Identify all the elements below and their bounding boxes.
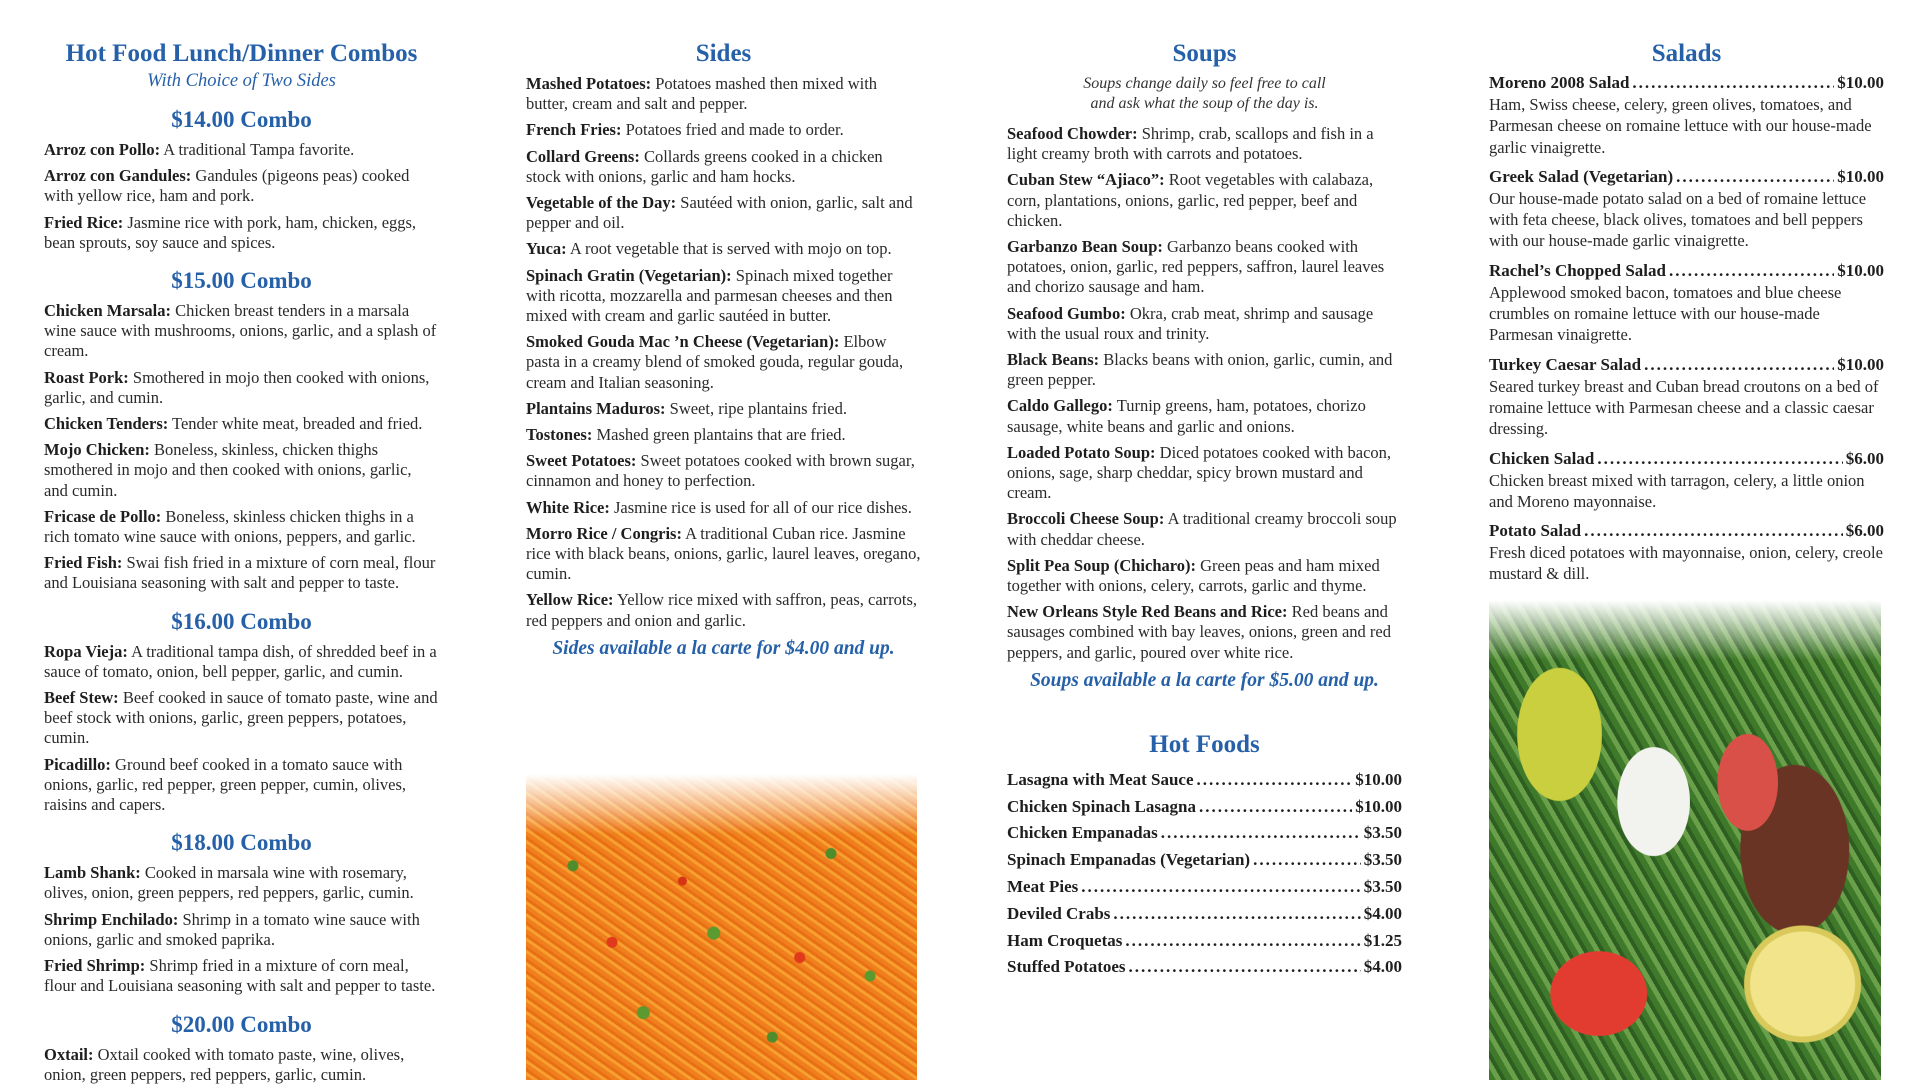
- combo-heading: $18.00 Combo: [171, 830, 312, 856]
- menu-item: [526, 425, 921, 445]
- menu-item: [1007, 237, 1402, 298]
- sides-column: [526, 38, 921, 661]
- menu-item-name: New Orleans Style Red Beans and Rice:: [1007, 602, 1288, 622]
- salad-desc: Chicken breast mixed with tarragon, celery, a little onion and Moreno mayonnaise.: [1489, 470, 1865, 511]
- price-row-name: Chicken Spinach Lasagna: [1007, 796, 1196, 816]
- menu-item-desc: Garbanzo beans cooked with potatoes, onion, garlic, red peppers, saffron, laurel leaves and chorizo sausage and ham.: [1007, 237, 1385, 297]
- menu-item-name: French Fries:: [526, 120, 622, 140]
- salad-desc: Seared turkey breast and Cuban bread croutons on a bed of romaine lettuce with Parmesan cheese and a classic caesar dressing.: [1489, 376, 1879, 439]
- menu-item: [1007, 602, 1402, 663]
- menu-item-name: Plantains Maduros:: [526, 398, 666, 418]
- price-row: [1489, 260, 1884, 282]
- price-row-price: $10.00: [1837, 73, 1884, 92]
- menu-item-desc: Swai fish fried in a mixture of corn meal, flour and Louisiana seasoning with salt and pepper to taste.: [44, 553, 436, 593]
- price-row: [1489, 166, 1884, 188]
- menu-item-desc: Sweet potatoes cooked with brown sugar, cinnamon and honey to perfection.: [526, 451, 915, 491]
- menu-item-desc: Tender white meat, breaded and fried.: [168, 414, 423, 434]
- price-row-name: Moreno 2008 Salad: [1489, 73, 1630, 92]
- menu-item-name: Roast Pork:: [44, 367, 129, 387]
- price-row-price: $1.25: [1363, 930, 1402, 950]
- hot-foods-title: Hot Foods: [1149, 730, 1260, 758]
- price-row-price: $3.50: [1363, 823, 1402, 843]
- menu-item: [1007, 396, 1402, 436]
- menu-item-name: Caldo Gallego:: [1007, 396, 1113, 416]
- dot-leader: [1676, 166, 1834, 188]
- price-row: [1489, 354, 1884, 376]
- menu-item: [526, 590, 921, 630]
- menu-item-name: Smoked Gouda Mac ’n Cheese (Vegetarian):: [526, 332, 840, 352]
- menu-item: [1007, 304, 1402, 344]
- price-row-name: Chicken Salad: [1489, 448, 1595, 468]
- price-row-price: $3.50: [1363, 877, 1402, 897]
- menu-item-desc: Shrimp in a tomato wine sauce with onions, garlic and smoked paprika.: [44, 909, 420, 949]
- menu-item-name: Mojo Chicken:: [44, 440, 150, 460]
- salads-title: Salads: [1651, 40, 1722, 67]
- menu-item: [44, 553, 439, 593]
- combo-heading: $14.00 Combo: [171, 107, 312, 132]
- dot-leader: [1597, 448, 1842, 470]
- menu-item-name: Morro Rice / Congris:: [526, 523, 682, 543]
- menu-item: [526, 451, 921, 491]
- menu-item-name: Sweet Potatoes:: [526, 451, 637, 471]
- price-row-name: Meat Pies: [1007, 877, 1079, 897]
- price-row: [1007, 767, 1402, 794]
- soups-title: Soups: [1172, 40, 1237, 67]
- menu-item-name: Chicken Marsala:: [44, 301, 171, 321]
- price-row: [1007, 901, 1402, 928]
- price-row-name: Rachel’s Chopped Salad: [1489, 260, 1666, 280]
- menu-item-name: Black Beans:: [1007, 350, 1100, 370]
- menu-item: [44, 956, 439, 996]
- menu-item: [44, 1045, 439, 1085]
- soups-column: [1007, 38, 1402, 981]
- menu-item: [526, 147, 921, 187]
- salad-item: [1489, 354, 1884, 440]
- menu-item-desc: Shrimp fried in a mixture of corn meal, flour and Louisiana seasoning with salt and pepper to taste.: [44, 956, 436, 996]
- dot-leader: [1632, 72, 1834, 94]
- menu-item-desc: Jasmine rice is used for all of our rice dishes.: [609, 497, 912, 517]
- menu-item-name: Lamb Shank:: [44, 863, 141, 883]
- menu-item: [44, 863, 439, 903]
- dot-leader: [1644, 354, 1834, 376]
- menu-item: [44, 301, 439, 362]
- price-row-price: $6.00: [1845, 448, 1884, 468]
- menu-item: [1007, 443, 1402, 504]
- menu-item-name: Fried Rice:: [44, 212, 124, 232]
- menu-item: [44, 507, 439, 547]
- dot-leader: [1113, 901, 1360, 928]
- menu-item-name: Broccoli Cheese Soup:: [1007, 509, 1165, 529]
- menu-item-name: Arroz con Pollo:: [44, 140, 161, 159]
- menu-item-desc: Chicken breast tenders in a marsala wine sauce with mushrooms, onions, garlic, and a splash of cream.: [44, 301, 437, 361]
- menu-item: [526, 239, 921, 259]
- salad-desc: Applewood smoked bacon, tomatoes and blue cheese crumbles on romaine lettuce with our house-made Parmesan vinaigrette.: [1489, 282, 1842, 345]
- price-row: [1007, 954, 1402, 981]
- dot-leader: [1253, 847, 1361, 874]
- menu-item-desc: Ground beef cooked in a tomato sauce with onions, garlic, red pepper, green pepper, cumin, olives, raisins and capers.: [44, 754, 407, 815]
- menu-item-desc: Blacks beans with onion, garlic, cumin, and green pepper.: [1007, 350, 1393, 390]
- price-row: [1007, 874, 1402, 901]
- soups-note: Soups change daily so feel free to call and ask what the soup of the day is.: [1083, 75, 1326, 112]
- price-row-name: Turkey Caesar Salad: [1489, 354, 1642, 374]
- combo-heading: $15.00 Combo: [171, 268, 312, 294]
- menu-item-name: Tostones:: [526, 425, 593, 445]
- menu-item: [44, 642, 439, 682]
- price-row-name: Ham Croquetas: [1007, 930, 1123, 950]
- menu-item-desc: Spinach mixed together with ricotta, mozzarella and parmesan cheeses and then mixed with cream and garlic sautéed in butter.: [526, 265, 893, 326]
- price-row-price: $10.00: [1837, 260, 1884, 280]
- chopped-salad-photo: [1489, 600, 1881, 1080]
- price-row: [1007, 928, 1402, 955]
- price-row-name: Lasagna with Meat Sauce: [1007, 769, 1194, 789]
- dot-leader: [1161, 820, 1361, 847]
- menu-item-name: Mashed Potatoes:: [526, 74, 652, 93]
- price-row-name: Spinach Empanadas (Vegetarian): [1007, 850, 1251, 870]
- price-row-name: Greek Salad (Vegetarian): [1489, 166, 1674, 186]
- salads-column: [1489, 38, 1884, 593]
- menu-item-name: Seafood Chowder:: [1007, 124, 1138, 143]
- salad-item: [1489, 260, 1884, 346]
- price-row: [1007, 847, 1402, 874]
- menu-item-desc: Mashed green plantains that are fried.: [592, 425, 846, 445]
- menu-item-desc: Smothered in mojo then cooked with onions, garlic, and cumin.: [44, 367, 430, 407]
- price-row: [1007, 794, 1402, 821]
- menu-item: [526, 120, 921, 140]
- combo-heading: $16.00 Combo: [171, 608, 312, 634]
- menu-item-desc: Boneless, skinless chicken thighs in a rich tomato wine sauce with onions, peppers, and garlic.: [44, 506, 416, 547]
- salad-desc: Fresh diced potatoes with mayonnaise, onion, celery, creole mustard & dill.: [1489, 543, 1883, 584]
- menu-item-name: Fried Shrimp:: [44, 956, 146, 976]
- menu-item-name: Shrimp Enchilado:: [44, 909, 179, 929]
- price-row-price: $6.00: [1845, 521, 1884, 541]
- dot-leader: [1584, 520, 1843, 542]
- menu-item-desc: Root vegetables with calabaza, corn, plantations, onions, garlic, red pepper, beef and chicken.: [1007, 170, 1374, 230]
- menu-item-name: Ropa Vieja:: [44, 641, 128, 661]
- menu-item: [1007, 509, 1402, 549]
- menu-item: [526, 74, 921, 114]
- menu-item-name: Chicken Tenders:: [44, 414, 169, 434]
- salad-item: [1489, 520, 1884, 585]
- menu-item: [1007, 556, 1402, 596]
- salad-desc: Our house-made potato salad on a bed of romaine lettuce with feta cheese, black olives, tomatoes and bell peppers with our house-made garlic vinaigrette.: [1489, 188, 1867, 251]
- price-row-price: $10.00: [1837, 354, 1884, 374]
- menu-item-name: Fricase de Pollo:: [44, 506, 162, 526]
- salad-item: [1489, 166, 1884, 252]
- price-row-price: $3.50: [1363, 850, 1402, 870]
- menu-item: [1007, 350, 1402, 390]
- menu-item-name: Yuca:: [526, 239, 567, 259]
- price-row: [1489, 520, 1884, 542]
- price-row: [1489, 448, 1884, 470]
- menu-item-name: Loaded Potato Soup:: [1007, 442, 1156, 462]
- menu-item-desc: A traditional creamy broccoli soup with cheddar cheese.: [1007, 509, 1397, 549]
- menu-item-desc: Sautéed with onion, garlic, salt and pepper and oil.: [526, 193, 913, 233]
- menu-item-desc: Jasmine rice with pork, ham, chicken, eggs, bean sprouts, soy sauce and spices.: [44, 212, 417, 252]
- menu-item-desc: Oxtail cooked with tomato paste, wine, olives, onion, green peppers, red peppers, garlic, cumin.: [44, 1044, 405, 1084]
- menu-item: [526, 399, 921, 419]
- price-row-price: $4.00: [1363, 903, 1402, 923]
- menu-item: [44, 368, 439, 408]
- sides-footer: Sides available a la carte for $4.00 and up.: [552, 637, 895, 659]
- menu-item-desc: Shrimp, crab, scallops and fish in a light creamy broth with carrots and potatoes.: [1007, 124, 1374, 164]
- menu-item: [44, 688, 439, 749]
- menu-item-name: Arroz con Gandules:: [44, 166, 192, 186]
- menu-item-desc: Beef cooked in sauce of tomato paste, wine and beef stock with onions, garlic, green peppers, potatoes, cumin.: [44, 688, 438, 748]
- menu-item-desc: Sweet, ripe plantains fried.: [665, 398, 847, 418]
- menu-item: [44, 440, 439, 501]
- combos-subtitle: With Choice of Two Sides: [147, 71, 336, 91]
- menu-item-name: Yellow Rice:: [526, 590, 614, 610]
- price-row-price: $10.00: [1837, 166, 1884, 186]
- combo-heading: $20.00 Combo: [171, 1011, 312, 1037]
- menu-item: [44, 755, 439, 816]
- menu-item: [44, 414, 439, 434]
- menu-item: [44, 140, 439, 160]
- menu-item-desc: A traditional Tampa favorite.: [160, 140, 355, 159]
- dot-leader: [1669, 260, 1834, 282]
- combos-title: Hot Food Lunch/Dinner Combos: [65, 40, 418, 67]
- price-row: [1489, 72, 1884, 94]
- menu-item-desc: A traditional Cuban rice. Jasmine rice with black beans, onions, garlic, laurel leaves, oregano, cumin.: [526, 523, 921, 584]
- menu-item-desc: Collards greens cooked in a chicken stock with onions, garlic and ham hocks.: [526, 146, 883, 186]
- menu-item-name: Fried Fish:: [44, 553, 123, 573]
- menu-item-name: Oxtail:: [44, 1044, 94, 1064]
- yellow-rice-photo: [526, 774, 917, 1080]
- menu-item-name: Collard Greens:: [526, 146, 640, 166]
- menu-item-desc: Gandules (pigeons peas) cooked with yellow rice, ham and pork.: [44, 166, 410, 206]
- menu-item-desc: Yellow rice mixed with saffron, peas, carrots, red peppers and onion and garlic.: [526, 590, 918, 630]
- menu-item-desc: Green peas and ham mixed together with onions, celery, carrots, garlic and thyme.: [1007, 555, 1380, 596]
- dot-leader: [1081, 874, 1360, 901]
- menu-item: [44, 166, 439, 206]
- dot-leader: [1197, 767, 1353, 794]
- menu-item-desc: A traditional tampa dish, of shredded beef in a sauce of tomato, onion, bell pepper, garlic, and cumin.: [44, 641, 437, 681]
- price-row-name: Potato Salad: [1489, 521, 1582, 541]
- menu-item: [44, 910, 439, 950]
- menu-item: [1007, 170, 1402, 231]
- dot-leader: [1125, 928, 1360, 955]
- soups-footer: Soups available a la carte for $5.00 and up.: [1030, 669, 1379, 691]
- dot-leader: [1129, 954, 1361, 981]
- menu-item-name: Spinach Gratin (Vegetarian):: [526, 265, 732, 285]
- menu-item: [526, 266, 921, 327]
- menu-item-desc: Potatoes mashed then mixed with butter, cream and salt and pepper.: [526, 74, 878, 114]
- combos-column: [44, 38, 439, 1091]
- sides-title: Sides: [695, 40, 752, 67]
- menu-item: [1007, 124, 1402, 164]
- menu-item-desc: Boneless, skinless, chicken thighs smothered in mojo and then cooked with onions, garlic, and cumin.: [44, 440, 412, 500]
- menu-item-desc: Cooked in marsala wine with rosemary, olives, onion, green peppers, red peppers, garlic, cumin.: [44, 863, 414, 903]
- menu-item-desc: Red beans and sausages combined with bay leaves, onions, green and red peppers, and garlic, poured over white rice.: [1007, 602, 1391, 662]
- menu-item-desc: Turnip greens, ham, potatoes, chorizo sausage, white beans and garlic and onions.: [1007, 396, 1366, 436]
- menu-item-desc: Potatoes fried and made to order.: [621, 120, 844, 140]
- menu-item-name: Seafood Gumbo:: [1007, 303, 1126, 323]
- price-row-name: Stuffed Potatoes: [1007, 957, 1126, 977]
- menu-item-desc: Elbow pasta in a creamy blend of smoked gouda, regular gouda, cream and Italian seasoning.: [526, 332, 904, 392]
- dot-leader: [1199, 794, 1352, 821]
- menu-item-name: Vegetable of the Day:: [526, 193, 677, 213]
- menu-item: [526, 193, 921, 233]
- price-row-price: $10.00: [1355, 796, 1402, 816]
- price-row-name: Chicken Empanadas: [1007, 823, 1158, 843]
- menu-item-name: Beef Stew:: [44, 688, 119, 708]
- menu-item-name: Split Pea Soup (Chicharo):: [1007, 555, 1197, 575]
- menu-item-name: Garbanzo Bean Soup:: [1007, 237, 1163, 257]
- price-row-price: $4.00: [1363, 957, 1402, 977]
- salad-item: [1489, 448, 1884, 513]
- price-row: [1007, 820, 1402, 847]
- menu-item: [526, 498, 921, 518]
- menu-item-desc: Diced potatoes cooked with bacon, onions, sage, sharp cheddar, spicy brown mustard and cream.: [1007, 442, 1392, 503]
- menu-item-desc: Okra, crab meat, shrimp and sausage with the usual roux and trinity.: [1007, 303, 1374, 343]
- salad-desc: Ham, Swiss cheese, celery, green olives, tomatoes, and Parmesan cheese on romaine lettuce with our house-made garlic vinaigrette.: [1489, 95, 1872, 157]
- price-row-name: Deviled Crabs: [1007, 903, 1111, 923]
- menu-item: [44, 213, 439, 253]
- price-row-price: $10.00: [1355, 769, 1402, 789]
- salad-item: [1489, 72, 1884, 158]
- menu-item: [526, 524, 921, 585]
- menu-item-name: White Rice:: [526, 497, 610, 517]
- menu-item-name: Cuban Stew “Ajiaco”:: [1007, 170, 1165, 190]
- menu-item: [526, 332, 921, 393]
- menu-item-name: Picadillo:: [44, 754, 111, 774]
- menu-item-desc: A root vegetable that is served with mojo on top.: [566, 239, 892, 259]
